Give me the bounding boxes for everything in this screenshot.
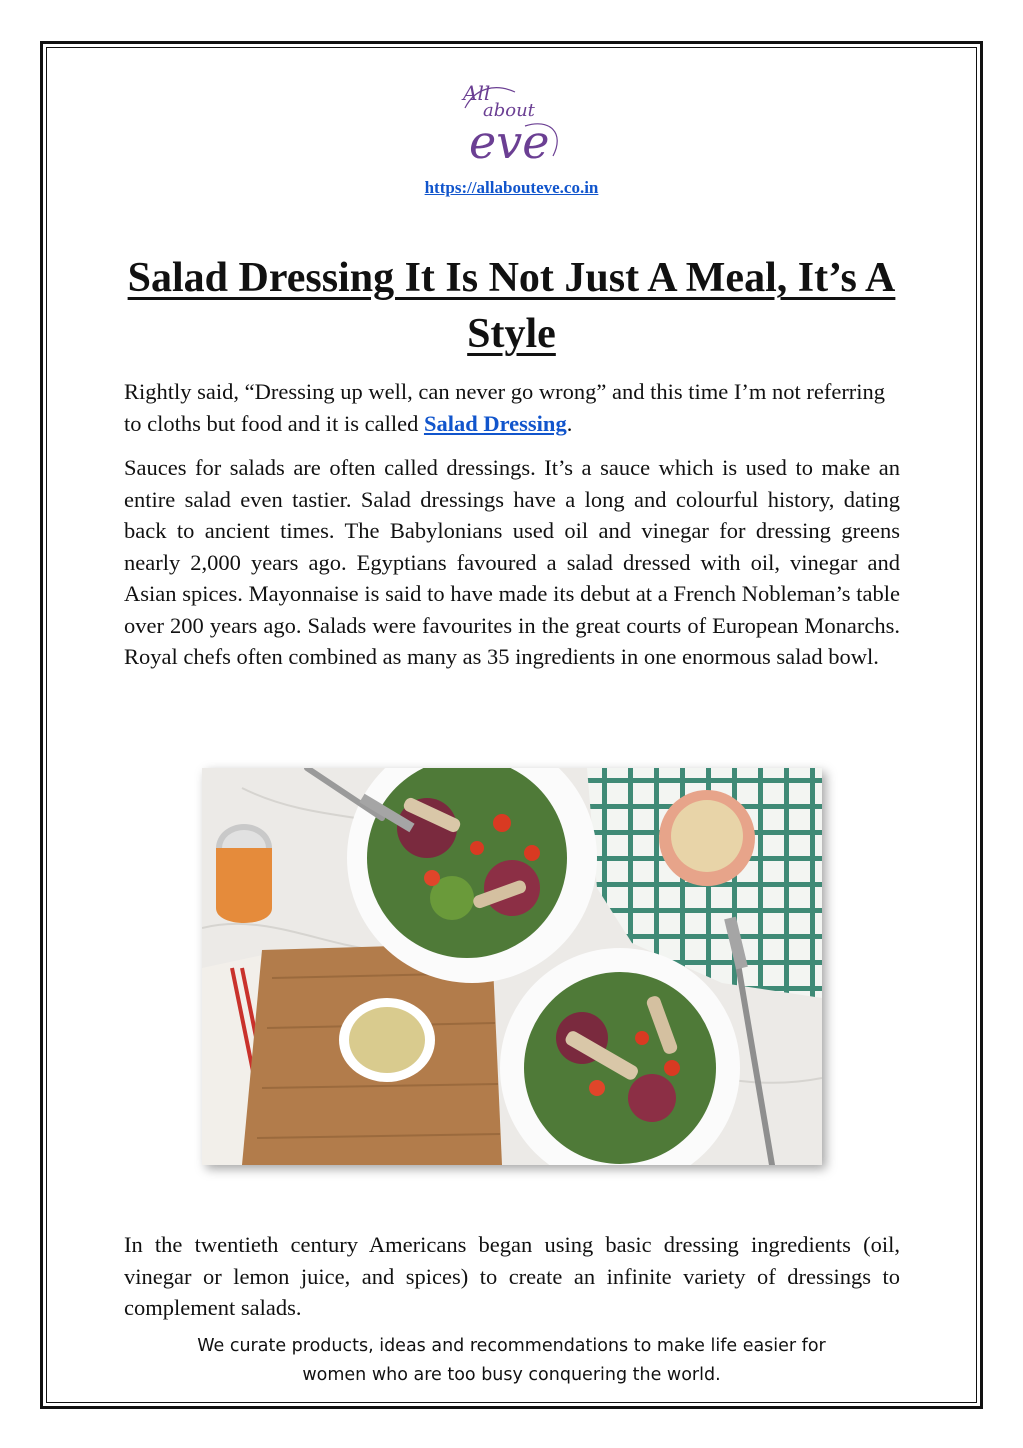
footer-tagline: [100, 1332, 923, 1390]
logo-text-all: All: [463, 81, 491, 105]
footer-line-2: women who are too busy conquering the world.: [302, 1365, 721, 1385]
history-paragraph: Sauces for salads are often called dressings. It’s a sauce which is used to make an entire salad even tastier. Salad dressings have a long and colourful history, dating back to ancient times. The Babylonians used oil and vinegar for dressing greens nearly 2,000 years ago. Egyptians favoured a salad dressed with oil, vinegar and Asian spices. Mayonnaise is said to have made its debut at a French Nobleman’s table over 200 years ago. Salads were favourites in the great courts of European Monarchs. Royal chefs often combined as many as 35 ingredients in one enormous salad bowl.: [124, 455, 900, 669]
salad-dressing-link[interactable]: Salad Dressing: [423, 410, 567, 436]
intro-end: .: [566, 410, 573, 436]
americans-paragraph: In the twentieth century Americans began using basic dressing ingredients (oil, vinegar or lemon juice, and spices) to create an infinite variety of dressings to complement salads.: [124, 1232, 900, 1320]
all-about-eve-logo: [455, 78, 575, 168]
site-url-link[interactable]: https://allabouteve.co.in: [424, 178, 599, 197]
logo-text-eve: eve: [469, 115, 550, 168]
intro-paragraph: [124, 376, 900, 439]
intro-text: Rightly said, “Dressing up well, can never go wrong” and this time I’m not referring to cloths but food and it is called: [124, 379, 886, 436]
logo-text-about: about: [483, 100, 535, 121]
footer-line-1: We curate products, ideas and recommendations to make life easier for: [197, 1336, 826, 1356]
page-title-text: Salad Dressing It Is Not Just A Meal, It’s A Style: [127, 255, 896, 357]
page-title: [110, 250, 913, 362]
salad-photo: [202, 768, 822, 1165]
